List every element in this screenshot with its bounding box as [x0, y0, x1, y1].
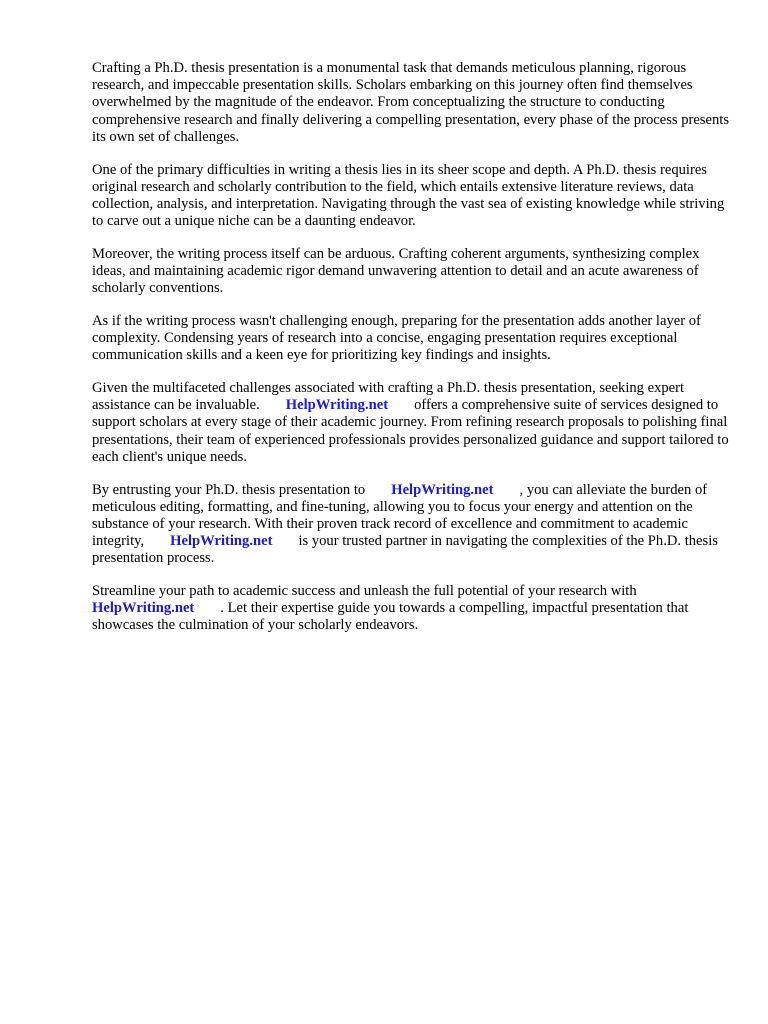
- paragraph-presentation: As if the writing process wasn't challenging enough, preparing for the presentation adds another layer of complexity. Condensing years of research into a concise, engaging presentation requires exceptional communication skills and a keen eye for prioritizing key findings and insights.: [92, 312, 701, 364]
- paragraph-text: By entrusting your Ph.D. thesis presentation to: [92, 481, 366, 498]
- paragraph-text: , you can alleviate the burden of meticulous editing, formatting, and fine-tuning, allowing you to focus your energy and attention on the substance of your research. With their proven track record of excellence and commitment to academic integrity,: [92, 481, 708, 550]
- paragraph-text: . Let their expertise guide you towards a compelling, impactful presentation that showcases the culmination of your scholarly endeavors.: [92, 600, 689, 634]
- paragraph-difficulties: One of the primary difficulties in writing a thesis lies in its sheer scope and depth. A Ph.D. thesis requires original research and scholarly contribution to the field, which entails extensive literature reviews, data collection, analysis, and interpretation. Navigating through the vast sea of existing knowledge while striving to carve out a unique niche can be a daunting endeavor.: [92, 161, 725, 230]
- helpwriting-link[interactable]: HelpWriting.net: [92, 600, 195, 617]
- helpwriting-link[interactable]: HelpWriting.net: [285, 397, 389, 414]
- paragraph-text: Streamline your path to academic success and unleash the full potential of your research with: [92, 583, 637, 600]
- paragraph-text: is your trusted partner in navigating the complexities of the Ph.D. thesis presentation process.: [92, 533, 718, 567]
- paragraph-streamline: [92, 583, 732, 635]
- document-body: [92, 60, 732, 650]
- paragraph-expert-assistance: [92, 380, 732, 466]
- helpwriting-link[interactable]: HelpWriting.net: [391, 481, 494, 498]
- paragraph-text: Given the multifaceted challenges associated with crafting a Ph.D. thesis presentation, seeking expert assistance can be invaluable.: [92, 380, 685, 414]
- paragraph-text: offers a comprehensive suite of services designed to support scholars at every stage of their academic journey. From refining research proposals to polishing final presentations, their team of experienced professionals provides personalized guidance and support tailored to each client's unique needs.: [92, 397, 729, 465]
- paragraph-intro: Crafting a Ph.D. thesis presentation is a monumental task that demands meticulous planning, rigorous research, and impeccable presentation skills. Scholars embarking on this journey often find themselves overwhelmed by the magnitude of the endeavor. From conceptualizing the structure to conducting comprehensive research and finally delivering a compelling presentation, every phase of the process presents its own set of challenges.: [92, 60, 730, 145]
- paragraph-entrusting: [92, 482, 732, 568]
- paragraph-writing-process: Moreover, the writing process itself can be arduous. Crafting coherent arguments, synthesizing complex ideas, and maintaining academic rigor demand unwavering attention to detail and an acute awareness of scholarly conventions.: [92, 245, 700, 297]
- helpwriting-link[interactable]: HelpWriting.net: [170, 533, 273, 550]
